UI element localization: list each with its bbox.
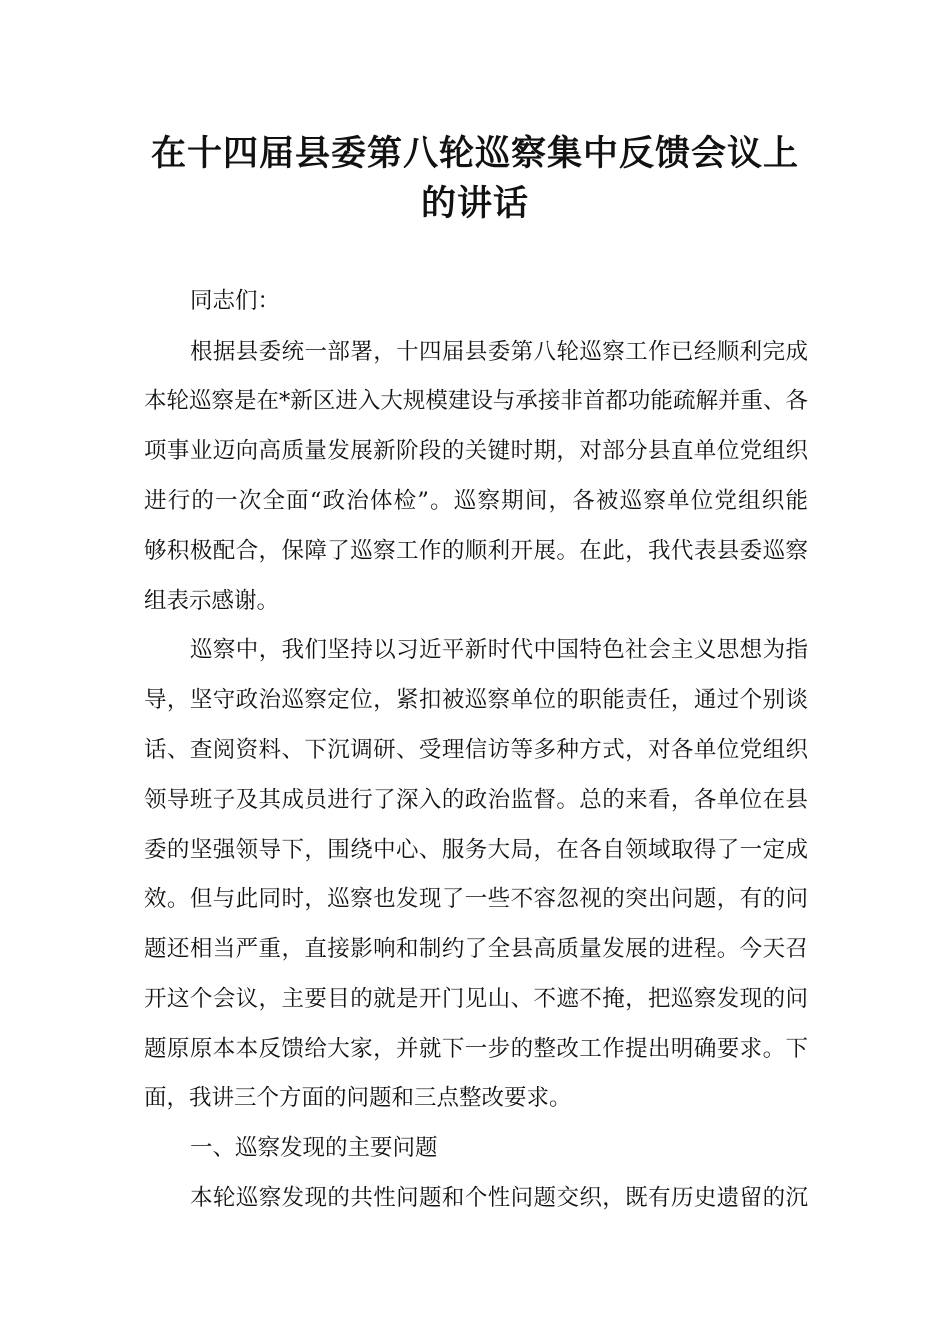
paragraph-2-line-9: 题原原本本反馈给大家，并就下一步的整改工作提出明确要求。下: [144, 1036, 808, 1062]
document-title-line-2: 的讲话: [420, 184, 529, 224]
document-title-line-1: 在十四届县委第八轮巡察集中反馈会议上: [150, 134, 799, 174]
paragraph-2-line-10: 面，我讲三个方面的问题和三点整改要求。: [144, 1085, 572, 1111]
paragraph-2-line-4: 领导班子及其成员进行了深入的政治监督。总的来看，各单位在县: [144, 787, 808, 813]
paragraph-1-line-5: 够积极配合，保障了巡察工作的顺利开展。在此，我代表县委巡察: [144, 538, 808, 564]
paragraph-1-line-6: 组表示感谢。: [144, 588, 280, 614]
paragraph-2-line-2: 导，坚守政治巡察定位，紧扣被巡察单位的职能责任，通过个别谈: [144, 687, 808, 713]
paragraph-2-line-7: 题还相当严重，直接影响和制约了全县高质量发展的进程。今天召: [144, 936, 808, 962]
paragraph-2-line-6: 效。但与此同时，巡察也发现了一些不容忽视的突出问题，有的问: [144, 886, 808, 912]
paragraph-1-line-4: 进行的一次全面“政治体检”。巡察期间，各被巡察单位党组织能: [144, 488, 808, 514]
paragraph-1-line-1: 根据县委统一部署，十四届县委第八轮巡察工作已经顺利完成: [190, 339, 808, 365]
paragraph-2-line-3: 话、查阅资料、下沉调研、受理信访等多种方式，对各单位党组织: [144, 737, 808, 763]
section-heading: 一、巡察发现的主要问题: [190, 1135, 438, 1161]
paragraph-1-line-3: 项事业迈向高质量发展新阶段的关键时期，对部分县直单位党组织: [144, 438, 808, 464]
paragraph-2-line-1: 巡察中，我们坚持以习近平新时代中国特色社会主义思想为指: [190, 637, 808, 663]
salutation: 同志们：: [190, 288, 281, 314]
paragraph-1-line-2: 本轮巡察是在*新区进入大规模建设与承接非首都功能疏解并重、各: [144, 388, 808, 414]
paragraph-3-line-1: 本轮巡察发现的共性问题和个性问题交织，既有历史遗留的沉: [190, 1185, 808, 1211]
paragraph-2-line-5: 委的坚强领导下，围绕中心、服务大局，在各自领域取得了一定成: [144, 837, 808, 863]
paragraph-2-line-8: 开这个会议，主要目的就是开门见山、不遮不掩，把巡察发现的问: [144, 986, 808, 1012]
